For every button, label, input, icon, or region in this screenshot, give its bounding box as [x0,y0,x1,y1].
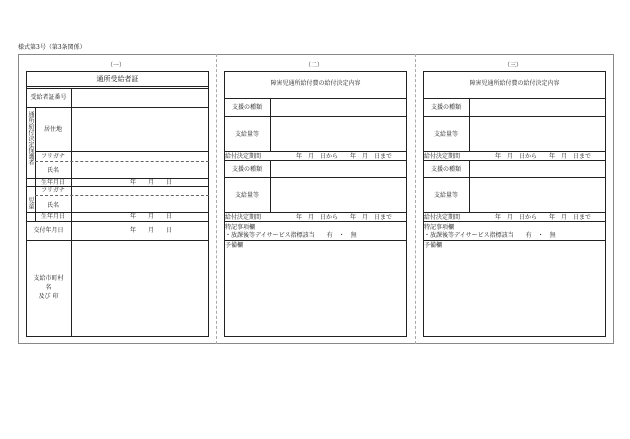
cert-number-value [72,89,208,106]
child-birthdate-label: 生年月日 [40,213,65,220]
panel-2-title: 障害児通所給付費の給付決定内容 [270,80,361,87]
birthdate-value: 年 月 日 [130,179,173,186]
panel-2-reserve-label: 予備欄 [225,242,244,249]
panel-2-payment-amount-label-a: 支給量等 [234,131,259,138]
panel-2-period-label-b: 給付決定期間 [225,214,262,221]
panel-3-period-label-b: 給付決定期間 [424,214,461,221]
child-name-label: 氏名 [46,202,59,209]
panel-2-special-notes-label: 特記事項欄 [225,224,256,231]
panel-3-support-type-label-b: 支援の種類 [430,166,461,173]
issue-date-label: 交付年月日 [33,227,64,234]
child-birthdate-value: 年 月 日 [130,213,173,220]
panel-2-period-value-a: 年 月 日から 年 月 日まで [296,153,393,160]
panel-3-period-value-a: 年 月 日から 年 月 日まで [495,153,592,160]
fold-line-2 [415,54,416,344]
panel-1-title: 通所受給者証 [96,75,139,83]
furigana-label: フリガナ [41,153,65,160]
panel-3-title: 障害児通所給付費の給付決定内容 [469,80,560,87]
name-label: 氏名 [46,167,59,174]
birthdate-label: 生年月日 [40,179,65,186]
panel-3-reserve-label: 予備欄 [424,242,443,249]
municipality-label-3: 及び 印 [38,293,59,300]
issue-date-value: 年 月 日 [130,227,173,234]
panel-3-payment-amount-label-a: 支給量等 [433,131,458,138]
child-furigana-label: フリガナ [41,187,65,194]
panel-2-period-label-a: 給付決定期間 [225,153,262,160]
municipality-label-2: 名 [45,284,52,291]
panel-3-special-notes-item: ・放課後等デイサービス指標該当 有 ・ 無 [424,232,556,239]
panel-3-special-notes-label: 特記事項欄 [424,224,455,231]
panel-2-period-value-b: 年 月 日から 年 月 日まで [296,214,393,221]
panel-2-special-notes-item: ・放課後等デイサービス指標該当 有 ・ 無 [225,232,357,239]
panel-2-support-type-label-b: 支援の種類 [231,166,262,173]
child-group-label: 児童 [27,197,34,209]
panel-3-support-type-label-a: 支援の種類 [430,104,461,111]
panel-number-3: （三） [503,62,522,69]
panel-3-period-label-a: 給付決定期間 [424,153,461,160]
fold-line-1 [216,54,217,344]
panel-3-payment-amount-label-b: 支給量等 [433,192,458,199]
panel-number-2: （二） [304,62,323,69]
address-label: 居住地 [43,126,62,133]
panel-number-1: （一） [106,62,125,69]
panel-2-support-type-label-a: 支援の種類 [231,104,262,111]
municipality-label-1: 支給市町村 [33,275,64,282]
panel-2-payment-amount-label-b: 支給量等 [234,192,259,199]
cert-number-label: 受給者証番号 [30,94,67,101]
guardian-group-label: 通所給付決定保護者 [27,111,34,165]
panel-3-period-value-b: 年 月 日から 年 月 日まで [495,214,592,221]
form-label: 様式第3号（第3条関係） [18,44,86,51]
